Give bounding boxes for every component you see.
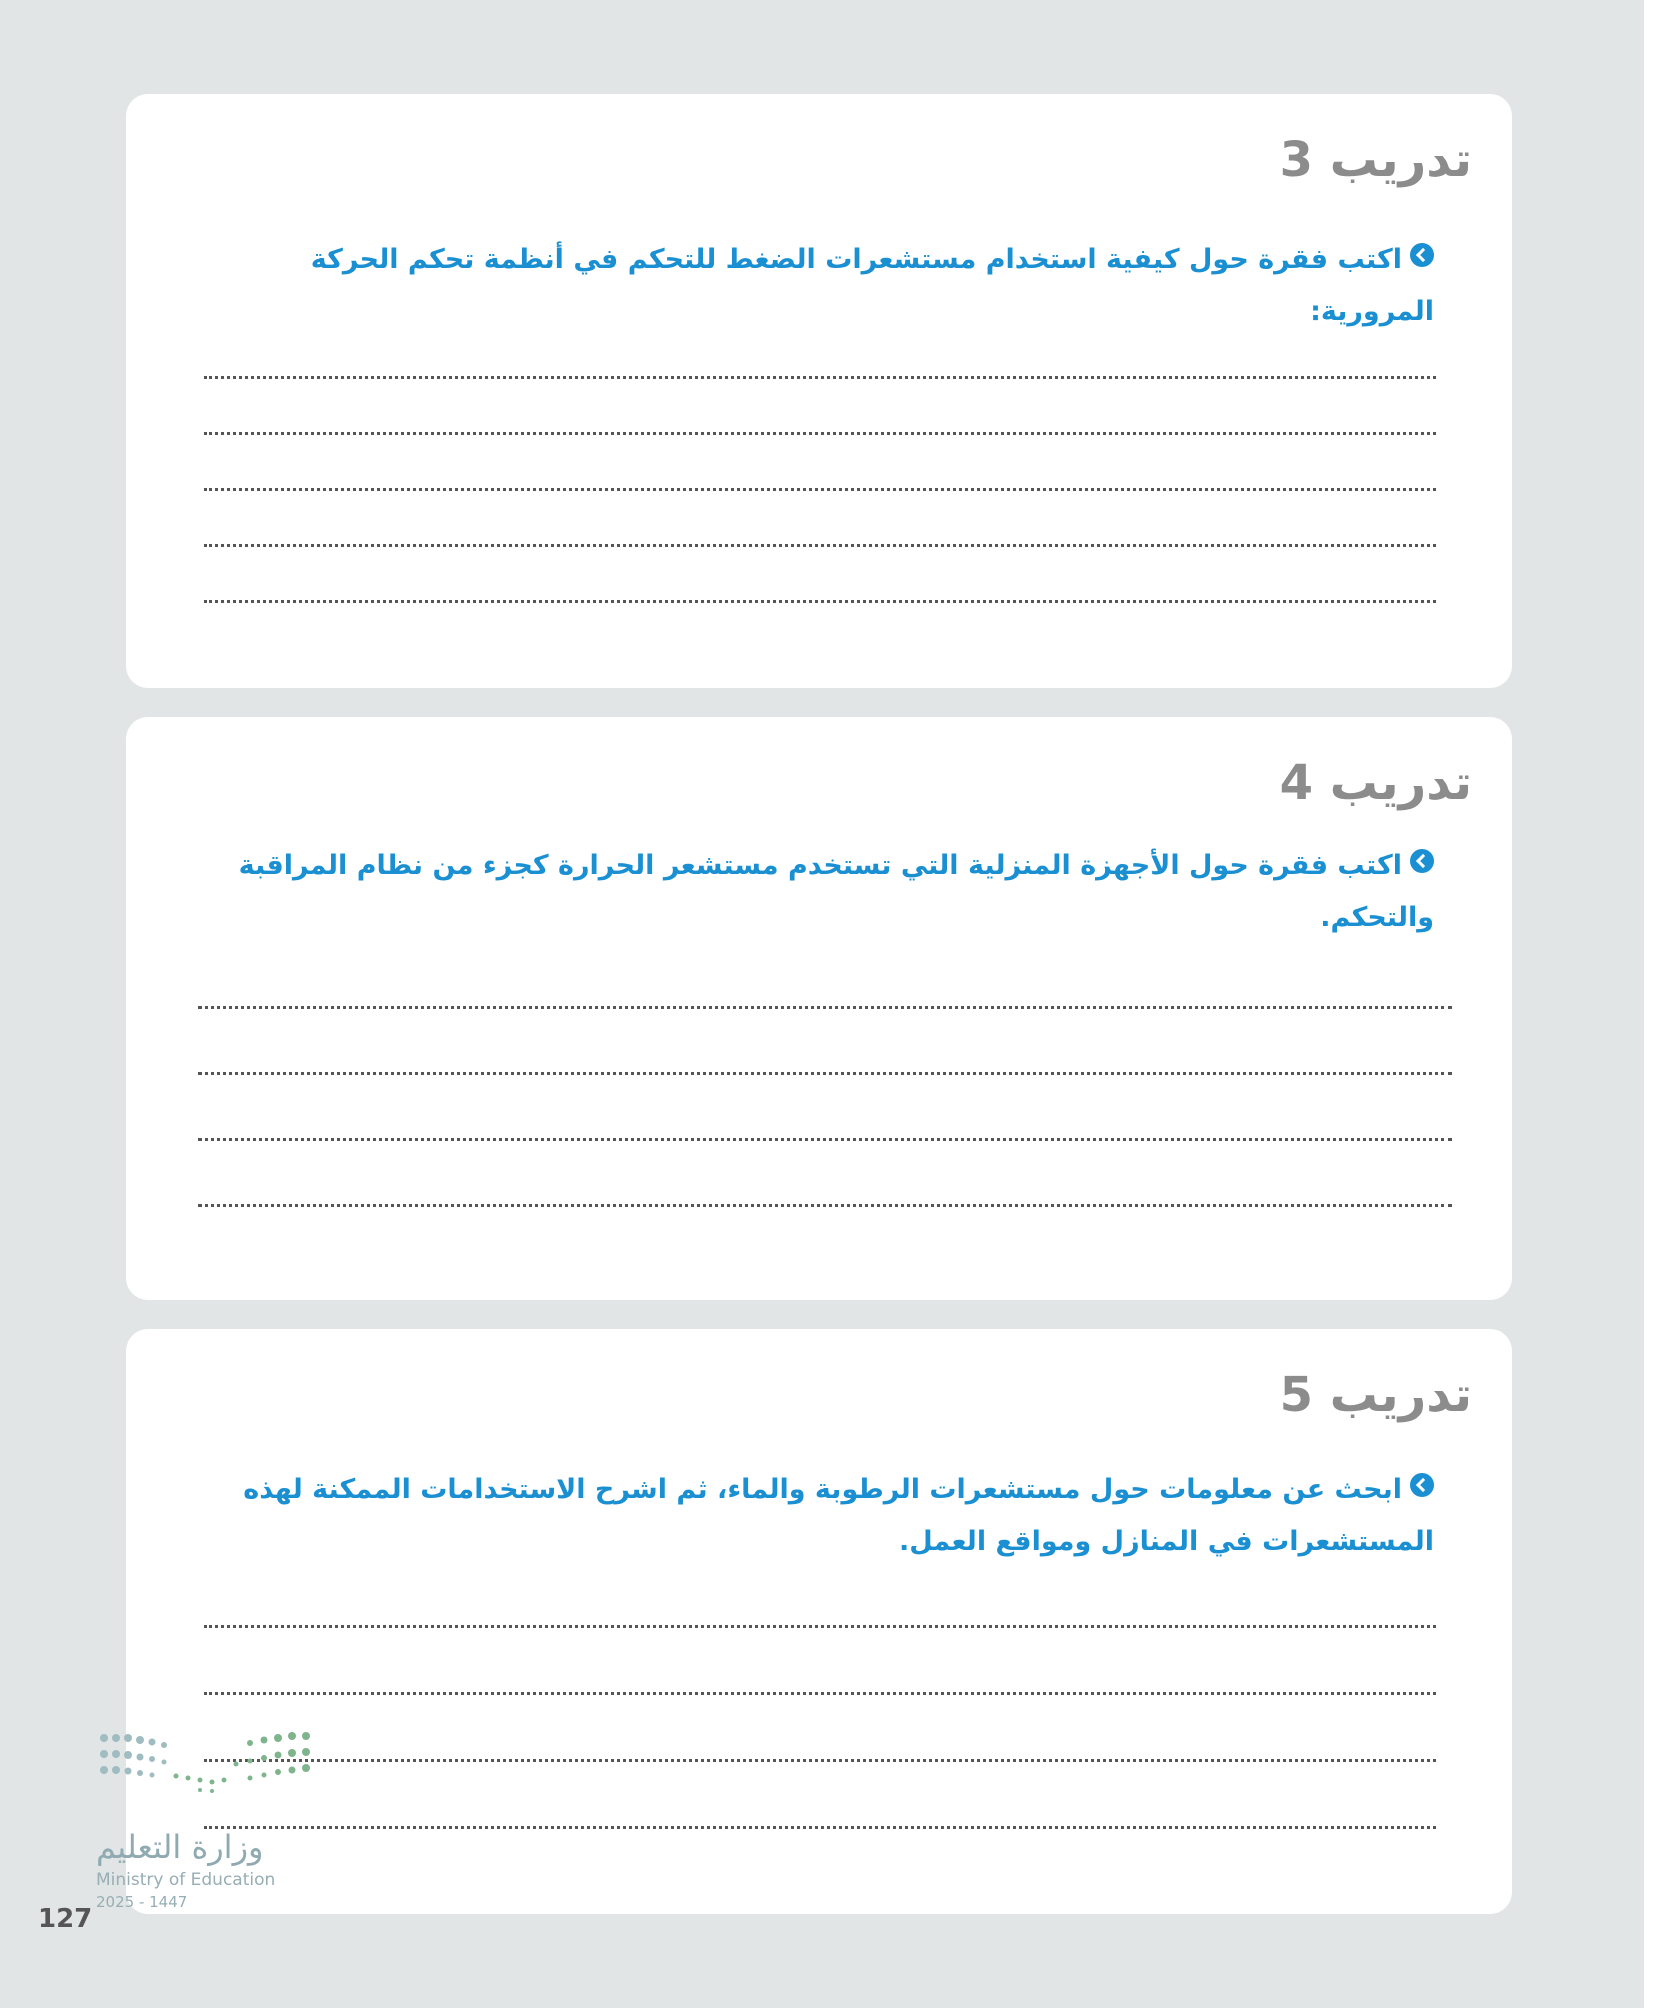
exercise-title: تدريب 3 [1279, 132, 1472, 188]
exercise-prompt [202, 1464, 1434, 1568]
exercise-card-3 [126, 94, 1512, 688]
answer-line[interactable] [198, 1072, 1452, 1075]
exercise-prompt [202, 840, 1434, 944]
answer-line[interactable] [204, 600, 1436, 603]
answer-line[interactable] [204, 1625, 1436, 1628]
answer-line[interactable] [204, 544, 1436, 547]
logo-english-text: Ministry of Education [96, 1870, 276, 1890]
chevron-circle-icon [1410, 243, 1434, 267]
answer-line[interactable] [204, 1759, 1436, 1762]
answer-line[interactable] [198, 1006, 1452, 1009]
answer-line[interactable] [204, 1692, 1436, 1695]
exercise-title: تدريب 5 [1279, 1367, 1472, 1423]
page-edge [1644, 0, 1654, 2008]
exercise-title: تدريب 4 [1279, 755, 1472, 811]
exercise-prompt [202, 234, 1434, 338]
chevron-circle-icon [1410, 1473, 1434, 1497]
prompt-line-1: ابحث عن معلومات حول مستشعرات الرطوبة والماء، ثم اشرح الاستخدامات الممكنة لهذه [243, 1474, 1402, 1505]
prompt-line-2: المرورية: [1310, 296, 1434, 327]
answer-line[interactable] [204, 488, 1436, 491]
answer-line[interactable] [204, 432, 1436, 435]
answer-line[interactable] [198, 1138, 1452, 1141]
page-number: 127 [38, 1904, 93, 1934]
prompt-line-1: اكتب فقرة حول الأجهزة المنزلية التي تستخدم مستشعر الحرارة كجزء من نظام المراقبة [238, 850, 1402, 881]
prompt-line-1: اكتب فقرة حول كيفية استخدام مستشعرات الضغط للتحكم في أنظمة تحكم الحركة [310, 244, 1402, 275]
answer-line[interactable] [204, 1826, 1436, 1829]
exercise-card-5 [126, 1329, 1512, 1914]
chevron-circle-icon [1410, 849, 1434, 873]
prompt-line-2: والتحكم. [1320, 902, 1434, 933]
prompt-line-2: المستشعرات في المنازل ومواقع العمل. [898, 1526, 1434, 1557]
answer-line[interactable] [198, 1204, 1452, 1207]
logo-dots-icon [96, 1728, 316, 1818]
answer-line[interactable] [204, 376, 1436, 379]
logo-year-text: 2025 - 1447 [96, 1893, 188, 1911]
exercise-card-4 [126, 717, 1512, 1300]
ministry-logo [96, 1728, 326, 1928]
logo-arabic-text: وزارة التعليم [96, 1828, 264, 1866]
